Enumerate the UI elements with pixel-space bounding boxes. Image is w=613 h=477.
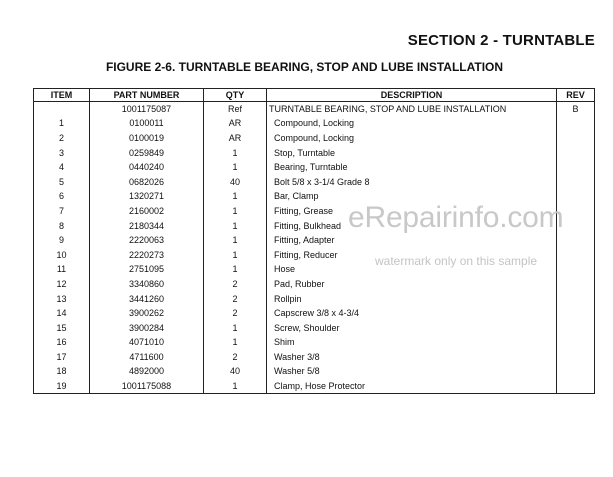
cell-revision — [557, 335, 595, 350]
cell-description: Bar, Clamp — [267, 189, 557, 204]
cell-item-number: 8 — [34, 218, 90, 233]
cell-description: Capscrew 3/8 x 4-3/4 — [267, 306, 557, 321]
cell-revision: B — [557, 102, 595, 117]
watermark-logo: eRepairinfo.com — [348, 201, 564, 234]
cell-part-number: 4711600 — [90, 350, 204, 365]
cell-quantity: 2 — [204, 291, 267, 306]
figure-title — [0, 60, 613, 74]
cell-quantity: 1 — [204, 189, 267, 204]
cell-revision — [557, 320, 595, 335]
cell-description: Pad, Rubber — [267, 277, 557, 292]
cell-description: Fitting, Reducer — [267, 247, 557, 262]
cell-revision — [557, 174, 595, 189]
cell-item-number: 6 — [34, 189, 90, 204]
table-row — [34, 160, 595, 175]
cell-quantity: Ref — [204, 102, 267, 117]
cell-part-number: 0682026 — [90, 174, 204, 189]
cell-quantity: 2 — [204, 277, 267, 292]
cell-part-number: 2220063 — [90, 233, 204, 248]
cell-item-number: 3 — [34, 145, 90, 160]
cell-quantity: AR — [204, 131, 267, 146]
cell-quantity: 40 — [204, 174, 267, 189]
cell-item-number: 19 — [34, 379, 90, 394]
column-header-item: ITEM — [34, 89, 90, 102]
column-header-rev: REV — [557, 89, 595, 102]
cell-description: Washer 5/8 — [267, 364, 557, 379]
table-row — [34, 350, 595, 365]
cell-description: Hose — [267, 262, 557, 277]
cell-revision — [557, 364, 595, 379]
table-row — [34, 233, 595, 248]
cell-part-number: 4071010 — [90, 335, 204, 350]
cell-quantity: 1 — [204, 218, 267, 233]
cell-revision — [557, 145, 595, 160]
table-row — [34, 277, 595, 292]
cell-quantity: 1 — [204, 247, 267, 262]
cell-item-number: 7 — [34, 204, 90, 219]
cell-item-number — [34, 102, 90, 117]
parts-table — [33, 88, 595, 394]
cell-revision — [557, 350, 595, 365]
cell-item-number: 11 — [34, 262, 90, 277]
cell-revision — [557, 116, 595, 131]
table-row — [34, 291, 595, 306]
table-row — [34, 364, 595, 379]
cell-description: Fitting, Adapter — [267, 233, 557, 248]
cell-quantity: AR — [204, 116, 267, 131]
watermark-note: watermark only on this sample — [375, 254, 538, 268]
cell-part-number: 1001175088 — [90, 379, 204, 394]
column-header-part-number: PART NUMBER — [90, 89, 204, 102]
cell-description: Compound, Locking — [267, 116, 557, 131]
cell-description: Stop, Turntable — [267, 145, 557, 160]
cell-description: Compound, Locking — [267, 131, 557, 146]
figure-title-text: FIGURE 2-6. TURNTABLE BEARING, STOP AND LUBE INSTALLATION — [105, 60, 504, 74]
cell-description: Washer 3/8 — [267, 350, 557, 365]
cell-part-number: 4892000 — [90, 364, 204, 379]
cell-part-number: 3340860 — [90, 277, 204, 292]
cell-item-number: 12 — [34, 277, 90, 292]
cell-part-number: 0100019 — [90, 131, 204, 146]
cell-description: TURNTABLE BEARING, STOP AND LUBE INSTALLATION — [267, 102, 557, 117]
cell-quantity: 1 — [204, 379, 267, 394]
cell-part-number: 0440240 — [90, 160, 204, 175]
cell-quantity: 2 — [204, 306, 267, 321]
cell-revision — [557, 233, 595, 248]
cell-description: Clamp, Hose Protector — [267, 379, 557, 394]
cell-item-number: 17 — [34, 350, 90, 365]
cell-item-number: 4 — [34, 160, 90, 175]
table-header-row — [34, 89, 595, 102]
cell-quantity: 1 — [204, 335, 267, 350]
cell-item-number: 16 — [34, 335, 90, 350]
table-row — [34, 320, 595, 335]
cell-quantity: 1 — [204, 262, 267, 277]
cell-description: Shim — [267, 335, 557, 350]
cell-part-number: 2751095 — [90, 262, 204, 277]
table-row — [34, 174, 595, 189]
cell-item-number: 14 — [34, 306, 90, 321]
table-row — [34, 131, 595, 146]
cell-item-number: 13 — [34, 291, 90, 306]
cell-part-number: 1001175087 — [90, 102, 204, 117]
cell-description: Bolt 5/8 x 3-1/4 Grade 8 — [267, 174, 557, 189]
cell-item-number: 15 — [34, 320, 90, 335]
cell-revision — [557, 306, 595, 321]
cell-item-number: 5 — [34, 174, 90, 189]
table-row — [34, 335, 595, 350]
cell-part-number: 0100011 — [90, 116, 204, 131]
cell-item-number: 2 — [34, 131, 90, 146]
cell-revision — [557, 247, 595, 262]
cell-item-number: 18 — [34, 364, 90, 379]
cell-revision — [557, 131, 595, 146]
cell-quantity: 40 — [204, 364, 267, 379]
column-header-qty: QTY — [204, 89, 267, 102]
table-row — [34, 145, 595, 160]
cell-part-number: 2160002 — [90, 204, 204, 219]
table-row — [34, 379, 595, 394]
cell-item-number: 9 — [34, 233, 90, 248]
table-row — [34, 102, 595, 117]
cell-revision — [557, 291, 595, 306]
cell-item-number: 1 — [34, 116, 90, 131]
cell-revision — [557, 379, 595, 394]
cell-part-number: 0259849 — [90, 145, 204, 160]
parts-table-body — [34, 102, 595, 394]
section-title: SECTION 2 - TURNTABLE — [407, 32, 595, 49]
cell-quantity: 1 — [204, 233, 267, 248]
cell-quantity: 1 — [204, 145, 267, 160]
cell-item-number: 10 — [34, 247, 90, 262]
cell-description: Fitting, Bulkhead — [267, 218, 557, 233]
cell-quantity: 1 — [204, 320, 267, 335]
cell-part-number: 3900284 — [90, 320, 204, 335]
cell-description: Bearing, Turntable — [267, 160, 557, 175]
cell-quantity: 1 — [204, 204, 267, 219]
cell-revision — [557, 277, 595, 292]
cell-description: Screw, Shoulder — [267, 320, 557, 335]
table-row — [34, 116, 595, 131]
cell-quantity: 2 — [204, 350, 267, 365]
cell-revision — [557, 160, 595, 175]
cell-quantity: 1 — [204, 160, 267, 175]
column-header-description: DESCRIPTION — [267, 89, 557, 102]
cell-description: Fitting, Grease — [267, 204, 557, 219]
cell-description: Rollpin — [267, 291, 557, 306]
cell-part-number: 3441260 — [90, 291, 204, 306]
table-row — [34, 306, 595, 321]
cell-part-number: 2220273 — [90, 247, 204, 262]
cell-part-number: 3900262 — [90, 306, 204, 321]
cell-part-number: 2180344 — [90, 218, 204, 233]
cell-part-number: 1320271 — [90, 189, 204, 204]
cell-revision — [557, 262, 595, 277]
